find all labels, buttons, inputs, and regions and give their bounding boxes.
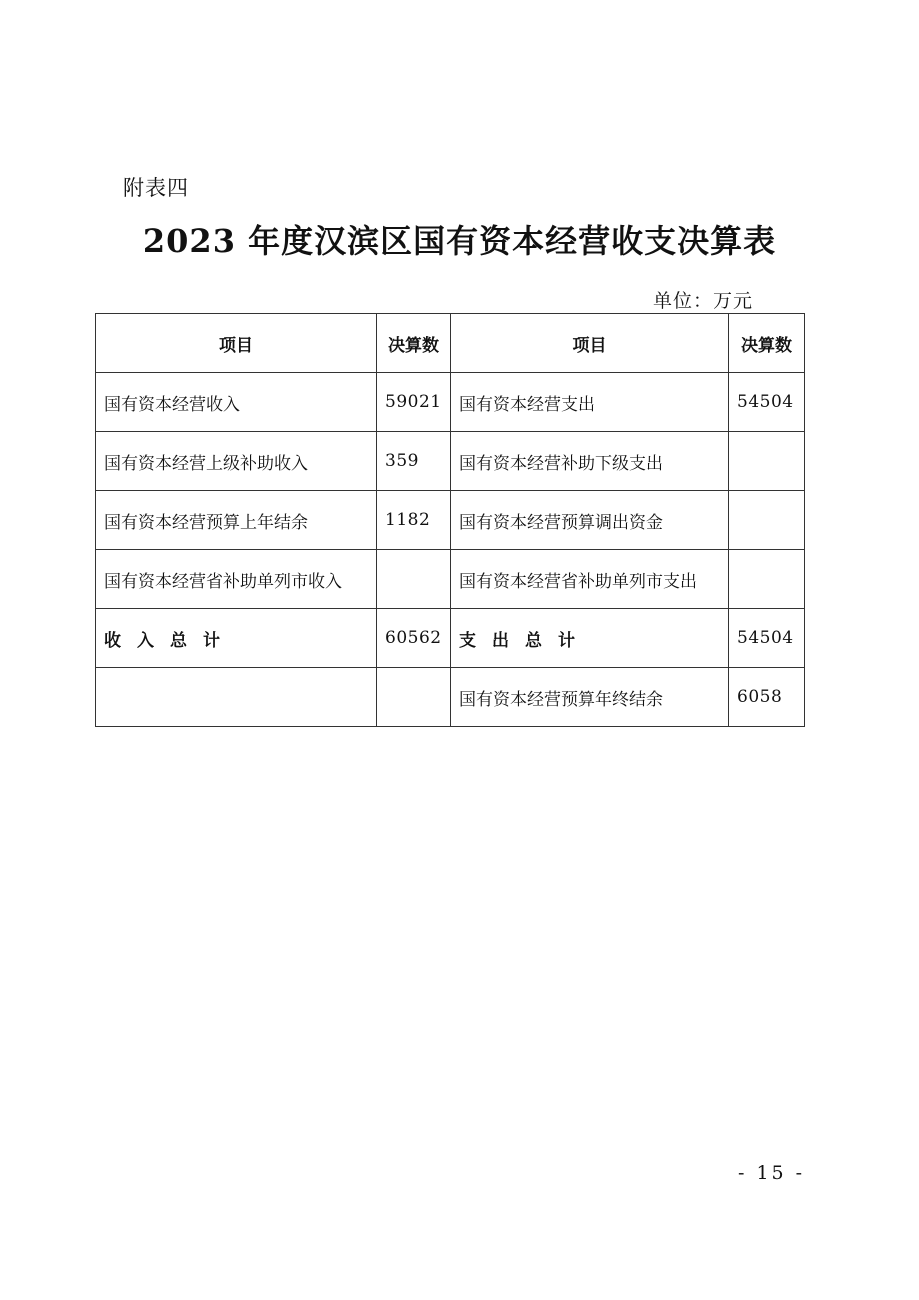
expense-value: 54504	[729, 373, 805, 432]
header-income-value: 决算数	[377, 314, 451, 373]
expense-item: 国有资本经营预算年终结余	[451, 668, 729, 727]
page-number: - 15 -	[738, 1162, 806, 1184]
income-value: 1182	[377, 491, 451, 550]
income-value: 359	[377, 432, 451, 491]
expense-item: 国有资本经营补助下级支出	[451, 432, 729, 491]
expense-item: 国有资本经营省补助单列市支出	[451, 550, 729, 609]
page-title: 2023 年度汉滨区国有资本经营收支决算表	[142, 222, 777, 260]
budget-table	[95, 313, 805, 727]
expense-total-label: 支出总计	[451, 609, 729, 668]
expense-value	[729, 491, 805, 550]
expense-item: 国有资本经营预算调出资金	[451, 491, 729, 550]
table-row	[96, 668, 805, 727]
income-value	[377, 668, 451, 727]
header-expense-value: 决算数	[729, 314, 805, 373]
total-row	[96, 609, 805, 668]
income-item: 国有资本经营预算上年结余	[96, 491, 377, 550]
income-value: 59021	[377, 373, 451, 432]
expense-value	[729, 432, 805, 491]
unit-label: 单位：万元	[653, 290, 754, 312]
income-value	[377, 550, 451, 609]
income-total-label: 收入总计	[96, 609, 377, 668]
income-item: 国有资本经营上级补助收入	[96, 432, 377, 491]
expense-value: 6058	[729, 668, 805, 727]
table-row	[96, 550, 805, 609]
income-item: 国有资本经营收入	[96, 373, 377, 432]
income-total-value: 60562	[377, 609, 451, 668]
header-income-item: 项目	[96, 314, 377, 373]
header-expense-item: 项目	[451, 314, 729, 373]
income-item	[96, 668, 377, 727]
income-item: 国有资本经营省补助单列市收入	[96, 550, 377, 609]
annex-label: 附表四	[123, 176, 189, 200]
table-row	[96, 373, 805, 432]
table-row	[96, 432, 805, 491]
expense-total-value: 54504	[729, 609, 805, 668]
table-header-row	[96, 314, 805, 373]
expense-value	[729, 550, 805, 609]
expense-item: 国有资本经营支出	[451, 373, 729, 432]
table-row	[96, 491, 805, 550]
